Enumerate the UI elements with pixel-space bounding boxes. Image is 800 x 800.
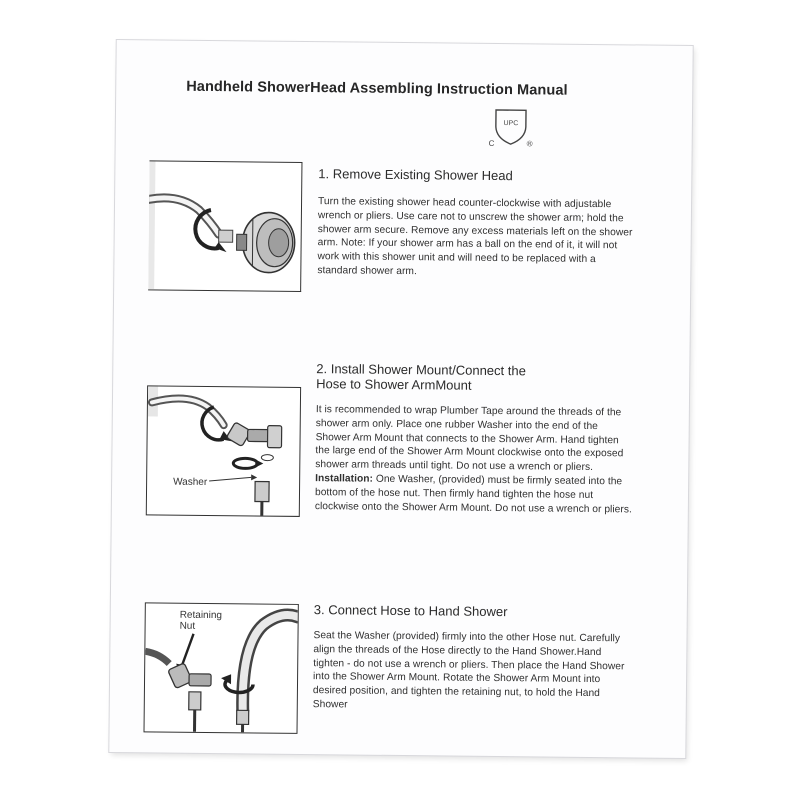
retaining-nut-label-line2: Nut — [179, 620, 196, 632]
step-2-title-line1: 2. Install Shower Mount/Connect the — [316, 361, 526, 379]
step-1-illustration — [148, 160, 302, 292]
step-2-body-text: It is recommended to wrap Plumber Tape around the threads of the shower arm only. Place one rubber Washer into the end of the Shower Arm Mount that connects to the Shower Arm. Hand tighten the large end of the Shower Arm Mount clockwise onto the exposed shower arm threads until tight. Do not use a wrench or pliers. — [315, 404, 624, 474]
step-3-body-text: Seat the Washer (provided) firmly into the other Hose nut. Carefully align the threads of the Hose directly to the Hand Shower.Hand tighten - do not use a wrench or pliers. Then place the Hand Shower into the Shower Arm Mount. Rotate the Shower Arm Mount into desired position, and tighten the retaining nut, to hold the Hand Shower — [312, 630, 625, 711]
step-3-body — [313, 629, 632, 715]
step-1-body-text: Turn the existing shower head counter-clockwise with adjustable wrench or pliers. Use care not to unscrew the shower arm; hold the shower arm secure. Remove any excess materials left on the shower arm. Note: If your shower arm has a ball on the end of it, it will not work with this shower unit and will need to be replaced with a standard shower arm. — [317, 196, 633, 278]
step-3-illustration — [143, 602, 298, 734]
upc-mark-text: UPC — [503, 120, 519, 128]
upc-right-mark: ® — [526, 139, 533, 149]
step-2-installation-paragraph — [315, 472, 633, 517]
step-1-title: 1. Remove Existing Shower Head — [318, 166, 513, 184]
step-2-title-line2: Hose to Shower ArmMount — [316, 376, 472, 393]
instruction-sheet — [109, 40, 692, 758]
step-1-body — [317, 195, 636, 281]
page-title: Handheld ShowerHead Assembling Instruction Manual — [186, 78, 568, 99]
step-2-illustration — [146, 385, 301, 517]
upc-certification-icon — [486, 104, 536, 151]
washer-label: Washer — [173, 476, 208, 488]
step-2-body — [315, 403, 634, 517]
installation-label: Installation: — [315, 473, 374, 485]
step-2-title — [316, 361, 526, 393]
installation-text: One Washer, (provided) must be firmly seated into the bottom of the hose nut. Then firmly hand tighten the hose nut clockwise onto the Shower Arm Mount. Do not use a wrench or pliers. — [314, 473, 632, 516]
step-3-title: 3. Connect Hose to Hand Shower — [313, 602, 508, 620]
upc-left-mark: C — [488, 138, 495, 148]
retaining-nut-label-line1: Retaining — [179, 609, 223, 622]
